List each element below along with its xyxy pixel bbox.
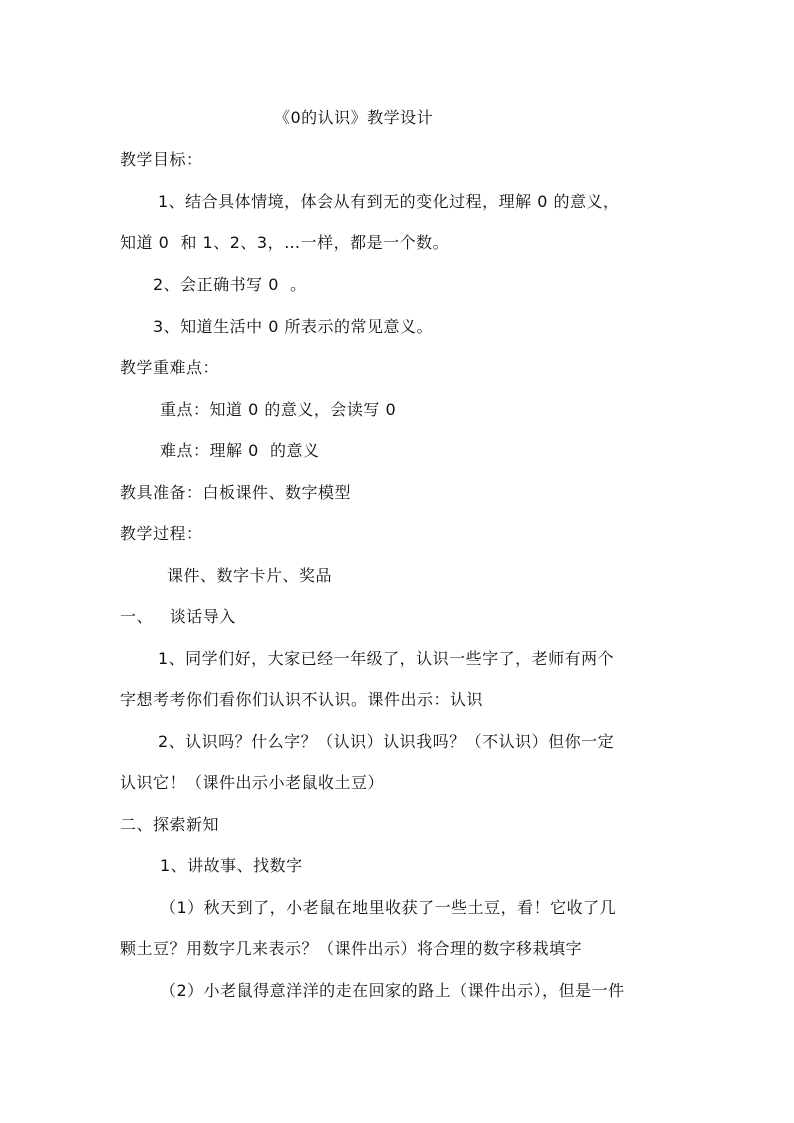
difficulty: 难点：理解 0 的意义: [160, 441, 320, 460]
keypoints-heading: 教学重难点：: [120, 358, 220, 377]
intro-1-line-1: 1、同学们好，大家已经一年级了，认识一些字了，老师有两个: [158, 649, 615, 668]
section-2-heading: 二、探索新知: [120, 815, 220, 834]
intro-1-line-2: 字想考考你们看你们认识不认识。课件出示：认识: [120, 690, 484, 709]
intro-2-line-1: 2、认识吗？什么字？（认识）认识我吗？（不认识）但你一定: [158, 732, 615, 751]
objective-2: 2、会正确书写 0 。: [153, 275, 307, 294]
objective-1-line-1: 1、结合具体情境，体会从有到无的变化过程，理解 0 的意义，: [158, 192, 620, 211]
document-title: 《0的认识》教学设计: [274, 108, 434, 127]
objectives-heading: 教学目标：: [120, 150, 203, 169]
keypoint: 重点：知道 0 的意义，会读写 0: [160, 400, 397, 419]
story-2-line-1: （2）小老鼠得意洋洋的走在回家的路上（课件出示），但是一件: [160, 981, 625, 1000]
materials: 课件、数字卡片、奖品: [167, 566, 333, 585]
story-1-line-2: 颗土豆？用数字几来表示？（课件出示）将合理的数字移栽填字: [120, 939, 583, 958]
story-1-line-1: （1）秋天到了，小老鼠在地里收获了一些土豆，看！它收了几: [160, 898, 617, 917]
intro-2-line-2: 认识它！（课件出示小老鼠收土豆）: [120, 773, 385, 792]
section-1-heading: 一、 谈话导入: [120, 607, 236, 626]
teaching-tools: 教具准备：白板课件、数字模型: [120, 483, 352, 502]
explore-1: 1、讲故事、找数字: [160, 856, 303, 875]
objective-3: 3、知道生活中 0 所表示的常见意义。: [153, 317, 434, 336]
process-heading: 教学过程：: [120, 524, 203, 543]
objective-1-line-2: 知道 0 和 1、2、3，…一样，都是一个数。: [120, 233, 450, 252]
